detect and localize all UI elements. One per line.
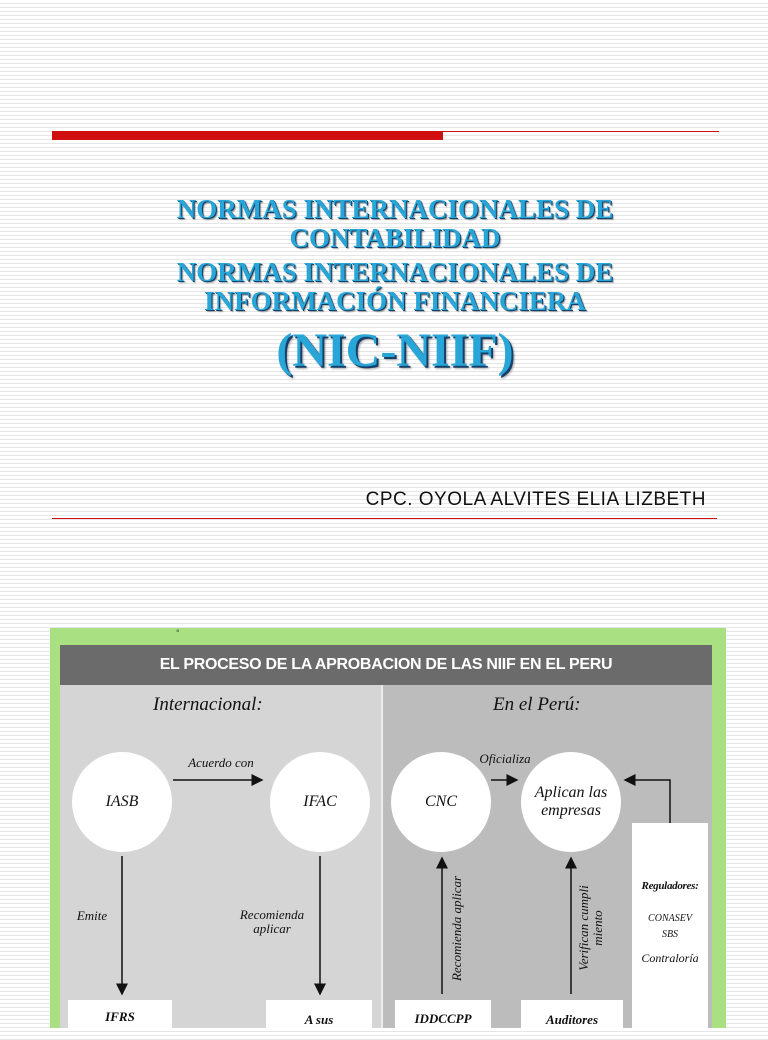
cnc-node: CNC [391,752,491,852]
diagram-header: EL PROCESO DE LA APROBACION DE LAS NIIF EN EL PERU [60,645,712,685]
reguladores-sbs: SBS [661,929,679,940]
international-heading: Internacional: [153,694,263,715]
reguladores-conasev: CONASEV [648,913,692,924]
title-line-nic [100,195,690,253]
reguladores-box [632,823,708,1028]
title-abbreviation: (NIC-NIIF) [276,324,514,377]
title-line-3: NORMAS INTERNACIONALES DE [176,257,614,287]
label-recomienda-line-2: aplicar [253,921,291,936]
label-verifican-line-1: Verifican cumpli [576,885,591,971]
niif-approval-diagram [50,628,726,1028]
ifrs-box: IFRS [68,1000,172,1028]
aplican-line-2: empresas [541,802,601,819]
peru-heading: En el Perú: [493,694,581,715]
title-accent-bar-thin [443,131,719,132]
reguladores-contraloria: Contraloría [641,951,699,965]
label-recomienda-aplicar: Recomienda aplicar [449,875,464,982]
label-verifican [577,873,605,983]
label-recomienda-line-1: Recomienda [239,907,305,922]
aplican-node [521,752,621,852]
label-recomienda [222,908,322,936]
iasb-node: IASB [72,752,172,852]
label-oficializa: Oficializa [479,751,531,766]
a-sus-box: A sus [266,1000,372,1028]
author-name: CPC. OYOLA ALVITES ELIA LIZBETH [365,489,706,510]
reguladores-title: Reguladores: [641,880,699,892]
author-underline [52,518,717,519]
ifac-node: IFAC [270,752,370,852]
title-line-1: NORMAS INTERNACIONALES DE [176,194,614,224]
label-verifican-line-2: miento [590,910,605,946]
aplican-line-1: Aplican las [534,784,608,801]
iddccpp-box: IDDCCPP [395,1000,491,1028]
slide-title-block [100,195,690,378]
label-emite: Emite [76,908,108,923]
label-acuerdo-con: Acuerdo con [188,755,254,770]
title-line-niif [100,258,690,316]
title-line-4: INFORMACIÓN FINANCIERA [204,286,586,316]
diagram-corner-mark: ° [176,628,180,638]
title-line-2: CONTABILIDAD [289,223,501,253]
title-accent-bar-thick [52,131,443,140]
auditores-box: Auditores [521,1000,623,1028]
